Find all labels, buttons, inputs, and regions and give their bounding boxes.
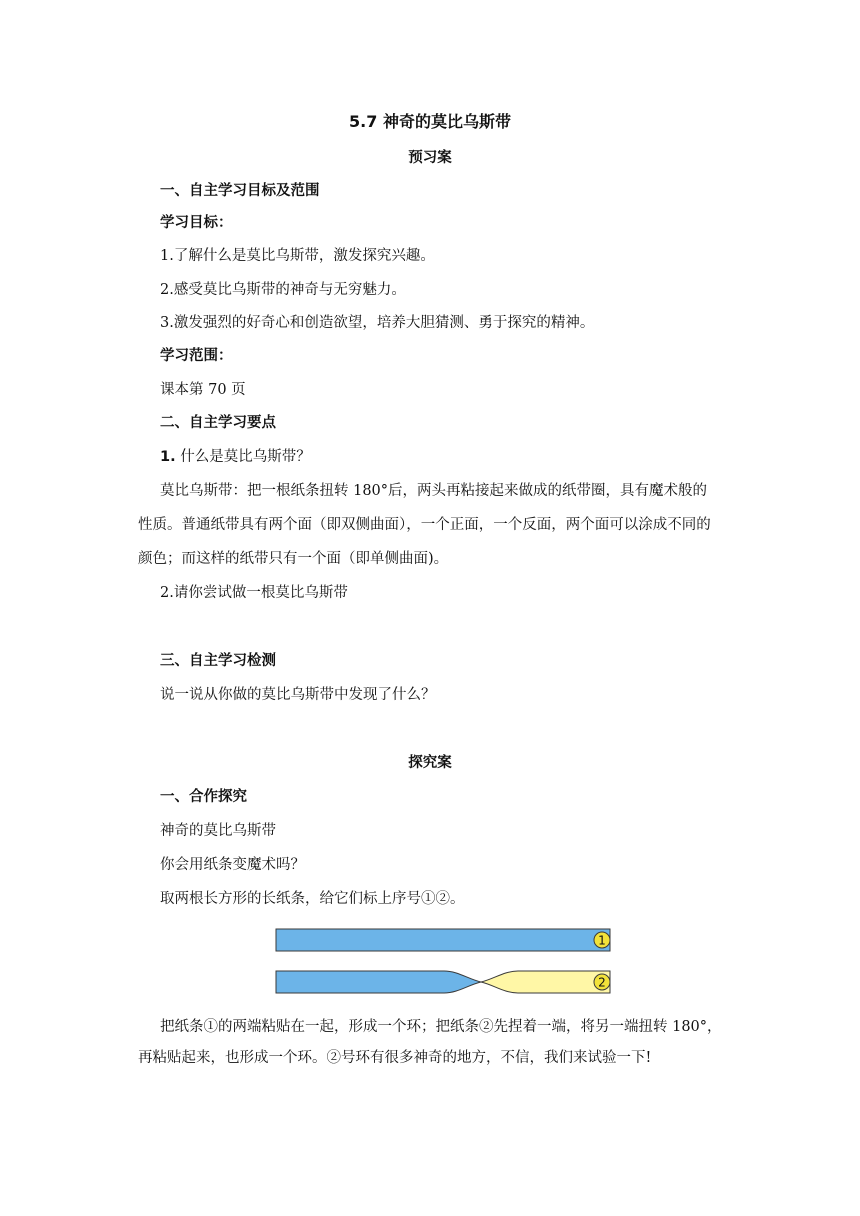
definition-line-2: 性质。普通纸带具有两个面（即双侧曲面），一个正面，一个反面，两个面可以涂成不同的 (138, 517, 711, 533)
question-1-number: 1. (160, 449, 176, 465)
explore-section1-title: 一、合作探究 (160, 789, 247, 805)
strip-2 (276, 971, 610, 993)
question-1-text: 什么是莫比乌斯带？ (175, 449, 311, 465)
instruction-line-2: 再粘贴起来，也形成一个环。②号环有很多神奇的地方，不信，我们来试验一下! (138, 1050, 652, 1066)
preview-heading: 预习案 (408, 150, 452, 166)
section1-title: 一、自主学习目标及范围 (160, 183, 320, 199)
strip-2-back-side (481, 971, 610, 993)
goal-item-1: 1.了解什么是莫比乌斯带，激发探究兴趣。 (160, 248, 435, 264)
goals-label: 学习目标： (160, 215, 233, 231)
explore-line-3: 取两根长方形的长纸条，给它们标上序号①②。 (160, 891, 465, 907)
definition-line-1: 莫比乌斯带：把一根纸条扭转 180°后，两头再粘接起来做成的纸带圈，具有魔术般的 (160, 483, 708, 499)
strip-2-number: 2 (598, 975, 606, 990)
goal-item-3: 3.激发强烈的好奇心和创造欲望，培养大胆猜测、勇于探究的精神。 (160, 315, 595, 331)
explore-line-1: 神奇的莫比乌斯带 (160, 823, 276, 839)
document-title: 5.7 神奇的莫比乌斯带 (349, 112, 511, 131)
goal-item-2: 2.感受莫比乌斯带的神奇与无穷魅力。 (160, 282, 406, 298)
section2-title: 二、自主学习要点 (160, 415, 276, 431)
scope-text: 课本第 70 页 (160, 382, 246, 398)
section3-title: 三、自主学习检测 (160, 653, 276, 669)
question-2: 2.请你尝试做一根莫比乌斯带 (160, 585, 348, 601)
check-question: 说一说从你做的莫比乌斯带中发现了什么？ (160, 687, 436, 703)
strip-2-front-side (276, 971, 481, 993)
definition-line-3: 颜色；而这样的纸带只有一个面（即单侧曲面)。 (138, 551, 449, 567)
strip-1-number: 1 (598, 933, 606, 948)
strip-1 (276, 929, 610, 951)
explore-line-2: 你会用纸条变魔术吗？ (160, 857, 305, 873)
strip-1-body (276, 929, 610, 951)
instruction-line-1: 把纸条①的两端粘贴在一起，形成一个环；把纸条②先捏着一端，将另一端扭转 180°， (160, 1019, 722, 1035)
explore-heading: 探究案 (408, 755, 452, 771)
scope-label: 学习范围： (160, 348, 233, 364)
